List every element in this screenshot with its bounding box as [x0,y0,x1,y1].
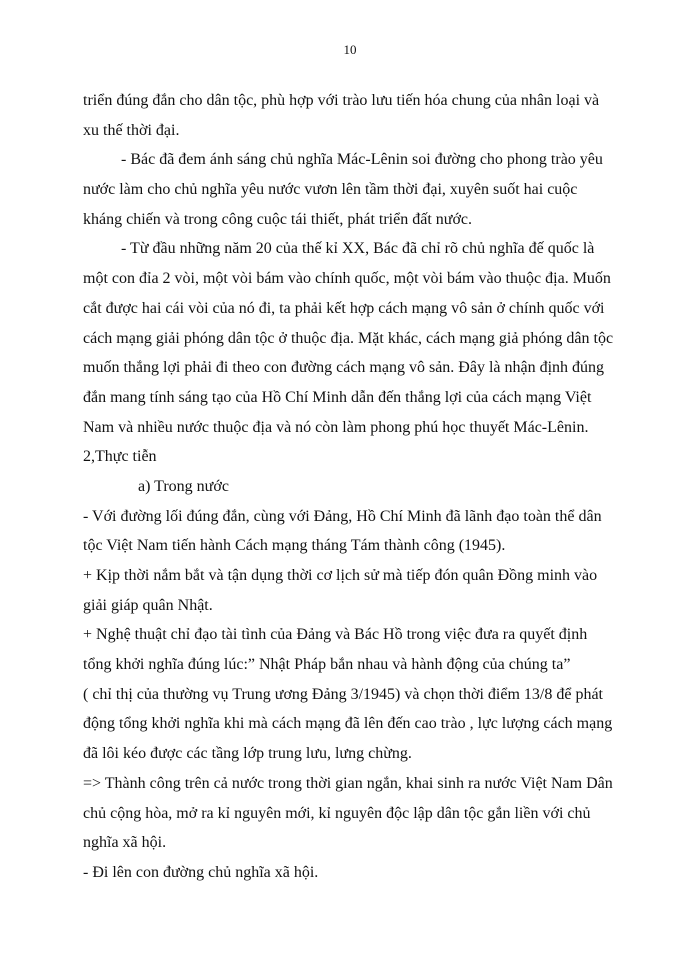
text-line: kháng chiến và trong công cuộc tái thiết, phát triển đất nước. [83,210,473,228]
body-text [83,86,623,888]
text-line: cách mạng giải phóng dân tộc ở thuộc địa. Mặt khác, cách mạng giả phóng dân tộc [83,329,614,347]
text-line: tổng khởi nghĩa đúng lúc:” Nhật Pháp bắn nhau và hành động của chúng ta” [83,656,571,674]
text-line: đã lôi kéo được các tầng lớp trung lưu, lưng chừng. [83,745,412,763]
text-line: động tổng khởi nghĩa khi mà cách mạng đã lên đến cao trào , lực lượng cách mạng [83,715,613,733]
text-line: chủ cộng hòa, mở ra kỉ nguyên mới, kỉ nguyên độc lập dân tộc gắn liền với chủ [83,804,591,822]
text-line: một con đỉa 2 vòi, một vòi bám vào chính quốc, một vòi bám vào thuộc địa. Muốn [83,270,611,288]
text-line: tộc Việt Nam tiến hành Cách mạng tháng Tám thành công (1945). [83,537,506,555]
text-line: ( chỉ thị của thường vụ Trung ương Đảng 3/1945) và chọn thời điểm 13/8 để phát [83,685,603,703]
section-heading: 2,Thực tiễn [83,448,157,466]
page-number: 10 [343,42,357,57]
text-line: đắn mang tính sáng tạo của Hồ Chí Minh dẫn đến thắng lợi của cách mạng Việt [83,388,592,406]
text-line: - Từ đầu những năm 20 của thế kỉ XX, Bác đã chỉ rõ chủ nghĩa đế quốc là [121,240,595,258]
text-line: Nam và nhiều nước thuộc địa và nó còn làm phong phú học thuyết Mác-Lênin. [83,418,589,436]
text-line: => Thành công trên cả nước trong thời gian ngắn, khai sinh ra nước Việt Nam Dân [83,774,613,792]
text-line: - Bác đã đem ánh sáng chủ nghĩa Mác-Lênin soi đường cho phong trào yêu [121,151,603,169]
text-line: nghĩa xã hội. [83,834,167,852]
text-line: cắt được hai cái vòi của nó đi, ta phải kết hợp cách mạng vô sản ở chính quốc với [83,299,605,317]
text-line: muốn thắng lợi phải đi theo con đường cách mạng vô sản. Đây là nhận định đúng [83,359,605,377]
text-line: + Nghệ thuật chỉ đạo tài tình của Đảng và Bác Hồ trong việc đưa ra quyết định [83,626,588,644]
text-line: + Kịp thời nắm bắt và tận dụng thời cơ lịch sử mà tiếp đón quân Đồng minh vào [83,567,598,584]
text-line: giải giáp quân Nhật. [83,596,213,614]
text-line: - Đi lên con đường chủ nghĩa xã hội. [83,863,319,881]
text-line: triển đúng đắn cho dân tộc, phù hợp với trào lưu tiến hóa chung của nhân loại và [83,92,600,109]
text-line: xu thế thời đại. [83,121,180,139]
subsection-heading: a) Trong nước [138,477,229,495]
text-line: - Với đường lối đúng đắn, cùng với Đảng, Hồ Chí Minh đã lãnh đạo toàn thể dân [83,507,602,525]
text-line: nước làm cho chủ nghĩa yêu nước vươn lên tầm thời đại, xuyên suốt hai cuộc [83,181,578,199]
